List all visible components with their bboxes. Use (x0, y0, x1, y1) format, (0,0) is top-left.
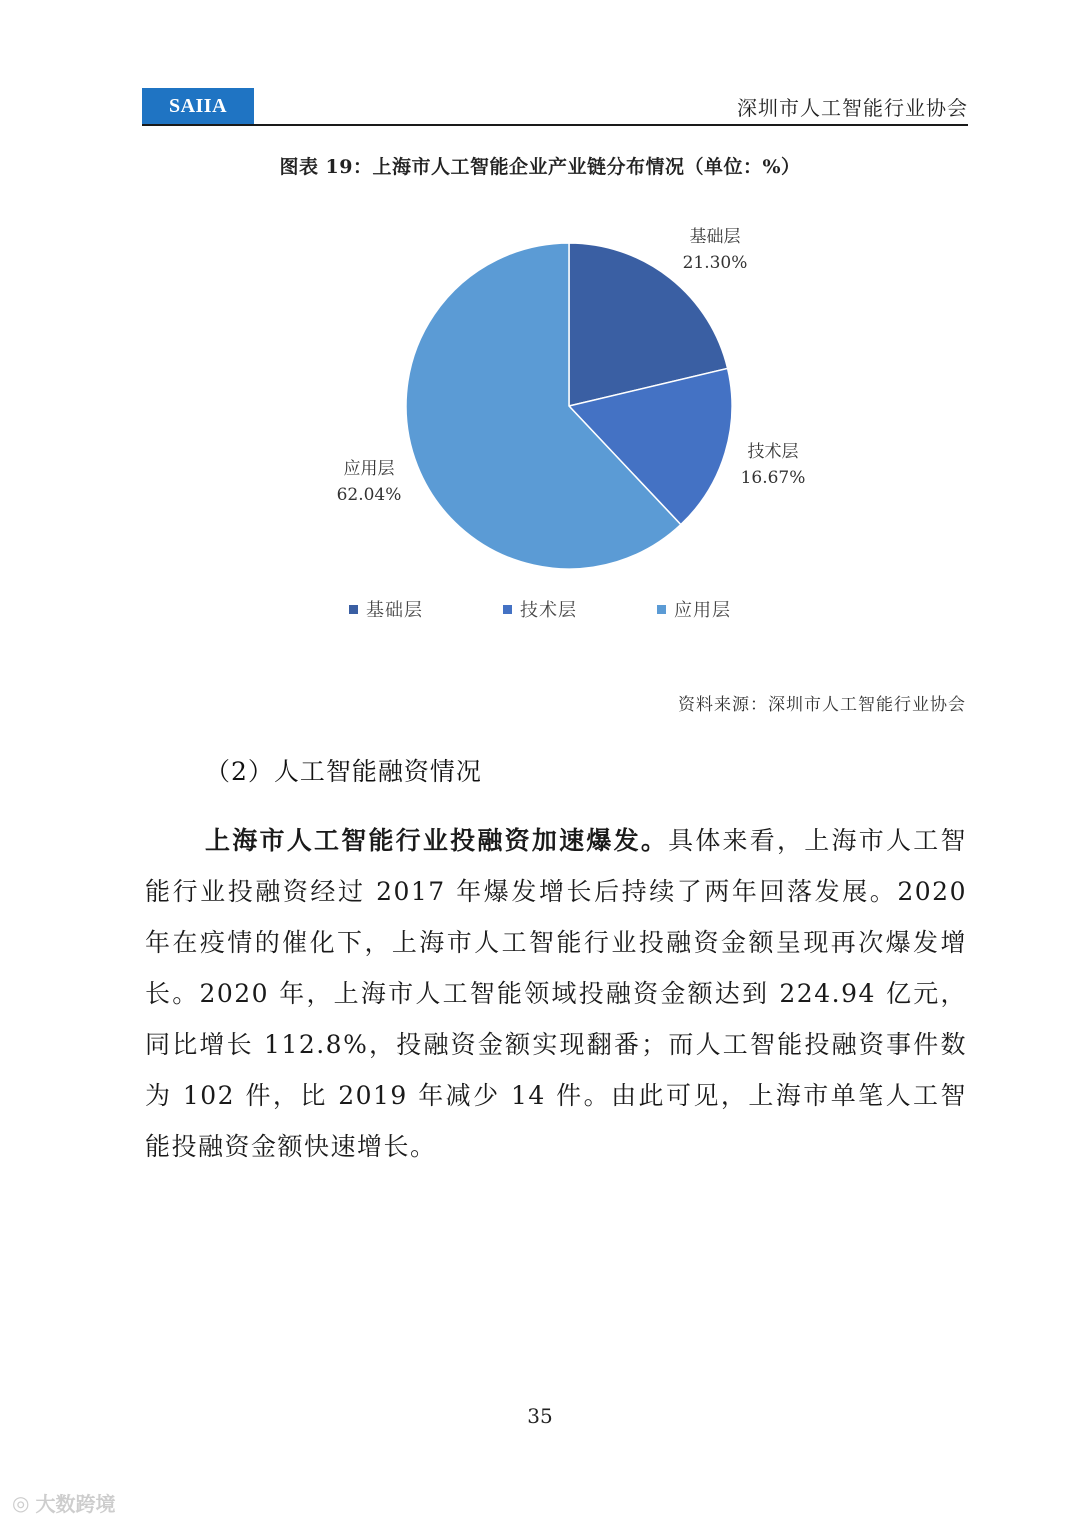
slice-label-technology (730, 439, 816, 491)
slice-label-foundation (672, 224, 758, 276)
slice-label-application (326, 456, 412, 508)
watermark-text: 大数跨境 (35, 1492, 116, 1516)
paragraph (145, 815, 967, 1172)
legend-label: 技术层 (520, 600, 577, 621)
legend-label: 基础层 (366, 600, 423, 621)
paragraph-lead: 上海市人工智能行业投融资加速爆发。 (205, 826, 669, 855)
slice-label-value: 62.04% (336, 485, 402, 505)
page-number: 35 (527, 1404, 553, 1428)
header-organization: 深圳市人工智能行业协会 (737, 96, 968, 120)
legend-item-foundation (349, 596, 423, 622)
watermark (12, 1488, 115, 1517)
slice-label-value: 16.67% (740, 468, 806, 488)
pie-chart (0, 0, 1080, 700)
paragraph-body: 具体来看，上海市人工智能行业投融资经过 2017 年爆发增长后持续了两年回落发展。2020 年在疫情的催化下，上海市人工智能行业投融资金额呈现再次爆发增长。2020 年，上海市人工智能领域投融资金额达到 224.94 亿元，同比增长 112.8%，投融资金额实现翻番；而人工智能投融资事件数为 102 件，比 2019 年减少 14 件。由此可见，上海市单笔人工智能投融资金额快速增长。 (145, 826, 967, 1161)
legend-swatch (349, 605, 358, 614)
legend-item-application (657, 596, 731, 622)
brand-text: SAIIA (168, 94, 228, 117)
watermark-logo-icon: ◎ (12, 1490, 30, 1515)
chart-legend (0, 596, 1080, 622)
slice-label-value: 21.30% (682, 253, 748, 273)
slice-label-name: 技术层 (747, 442, 799, 462)
slice-label-name: 应用层 (343, 459, 395, 479)
legend-label: 应用层 (674, 600, 731, 621)
section-heading: （2）人工智能融资情况 (205, 757, 482, 786)
slice-label-name: 基础层 (689, 227, 741, 247)
chart-source: 资料来源：深圳市人工智能行业协会 (678, 695, 966, 715)
chart-title: 图表 19：上海市人工智能企业产业链分布情况（单位：%） (279, 156, 801, 178)
legend-swatch (503, 605, 512, 614)
legend-swatch (657, 605, 666, 614)
body-paragraph (145, 815, 967, 1172)
legend-item-technology (503, 596, 577, 622)
